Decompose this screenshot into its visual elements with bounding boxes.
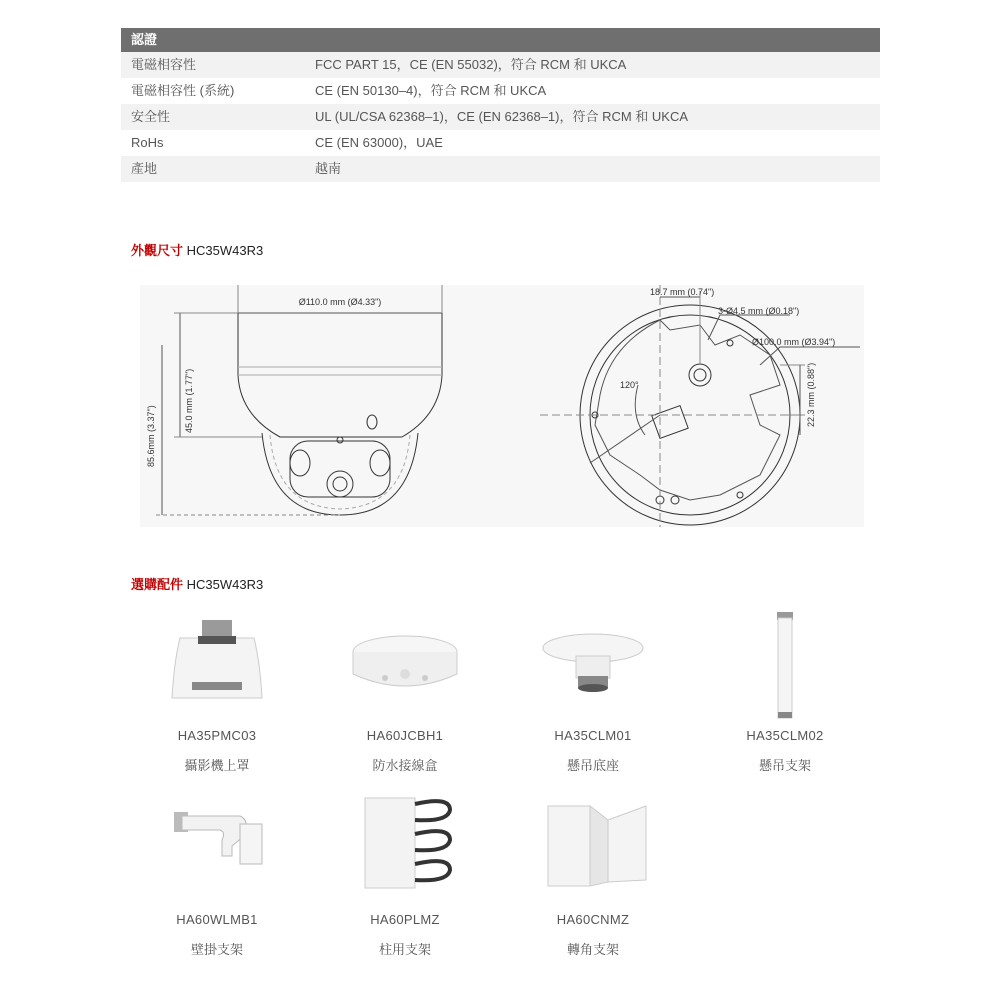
accessory-name: 轉角支架	[566, 942, 619, 957]
dimension-drawing	[140, 285, 864, 527]
corner-mount-image	[498, 796, 688, 906]
dome-outline	[262, 433, 418, 515]
pendant-cap-image	[122, 612, 312, 722]
base-mounting-plate	[595, 320, 780, 500]
accessory-model: HA60PLMZ	[370, 912, 440, 927]
dimensions-title-label: 外觀尺寸	[131, 243, 184, 258]
accessory-item	[690, 612, 880, 773]
table-row	[121, 156, 880, 182]
accessory-name: 防水接線盒	[372, 758, 438, 773]
accessory-model: HA35CLM02	[746, 728, 824, 743]
row-key: 產地	[131, 161, 158, 176]
certification-table	[121, 28, 880, 182]
base-depth-label: 22.3 mm (0.88")	[806, 362, 816, 427]
accessories-title	[131, 574, 263, 593]
base-angle-label: 120°	[620, 380, 639, 390]
dimension-drawing-svg	[140, 285, 864, 527]
dimensions-title-model: HC35W43R3	[186, 243, 264, 258]
row-key: 電磁相容性 (系統)	[131, 83, 235, 98]
accessory-name: 懸吊底座	[566, 758, 619, 773]
accessory-model: HA35PMC03	[177, 728, 257, 743]
junction-box-image	[310, 612, 500, 722]
lens	[327, 471, 353, 497]
accessory-item	[310, 612, 500, 773]
certification-rows	[121, 52, 880, 182]
row-value: CE (EN 63000)，UAE	[315, 135, 443, 150]
table-row	[121, 104, 880, 130]
certification-header: 認證	[121, 28, 880, 52]
ir-led-left	[290, 450, 310, 476]
base-diameter-label: Ø100.0 mm (Ø3.94")	[752, 337, 836, 347]
lens-module	[290, 441, 390, 497]
table-row	[121, 78, 880, 104]
wall-mount-image	[122, 796, 312, 906]
base-holes-label: 3-Ø4.5 mm (Ø0.18")	[718, 306, 800, 316]
accessory-name: 攝影機上罩	[184, 758, 250, 773]
base-offset-label: 18.7 mm (0.74")	[650, 287, 715, 297]
row-key: 電磁相容性	[131, 57, 197, 72]
accessories-title-model: HC35W43R3	[186, 577, 264, 592]
accessory-name: 柱用支架	[378, 942, 431, 957]
accessory-model: HA60CNMZ	[556, 912, 630, 927]
total-height-label: 85.6mm (3.37")	[146, 405, 156, 467]
body-height-label: 45.0 mm (1.77")	[184, 368, 194, 433]
accessory-item	[498, 612, 688, 773]
table-row	[121, 130, 880, 156]
connector-slot	[652, 406, 688, 439]
accessory-model: HA35CLM01	[554, 728, 632, 743]
dimensions-title	[131, 240, 263, 259]
accessory-item	[122, 612, 312, 773]
row-value: CE (EN 50130–4)，符合 RCM 和 UKCA	[315, 83, 547, 98]
row-key: 安全性	[131, 109, 171, 124]
pendant-pole-image	[690, 612, 880, 722]
accessory-item	[310, 796, 500, 957]
front-diameter-label: Ø110.0 mm (Ø4.33")	[298, 297, 382, 307]
ir-led-right	[370, 450, 390, 476]
pendant-base-image	[498, 612, 688, 722]
cable-hole	[689, 364, 711, 386]
accessory-model: HA60JCBH1	[366, 728, 444, 743]
accessory-item	[498, 796, 688, 957]
accessory-name: 懸吊支架	[758, 758, 811, 773]
row-value: FCC PART 15，CE (EN 55032)，符合 RCM 和 UKCA	[315, 57, 627, 72]
row-value: 越南	[315, 161, 342, 176]
accessory-name: 壁掛支架	[190, 942, 243, 957]
row-value: UL (UL/CSA 62368–1)，CE (EN 62368–1)，符合 RCM 和 UKCA	[315, 109, 689, 124]
accessories-title-label: 選購配件	[131, 577, 184, 592]
row-key: RoHs	[131, 135, 164, 150]
table-row	[121, 52, 880, 78]
accessory-model: HA60WLMB1	[176, 912, 258, 927]
pole-mount-image	[310, 796, 500, 906]
accessory-item	[122, 796, 312, 957]
